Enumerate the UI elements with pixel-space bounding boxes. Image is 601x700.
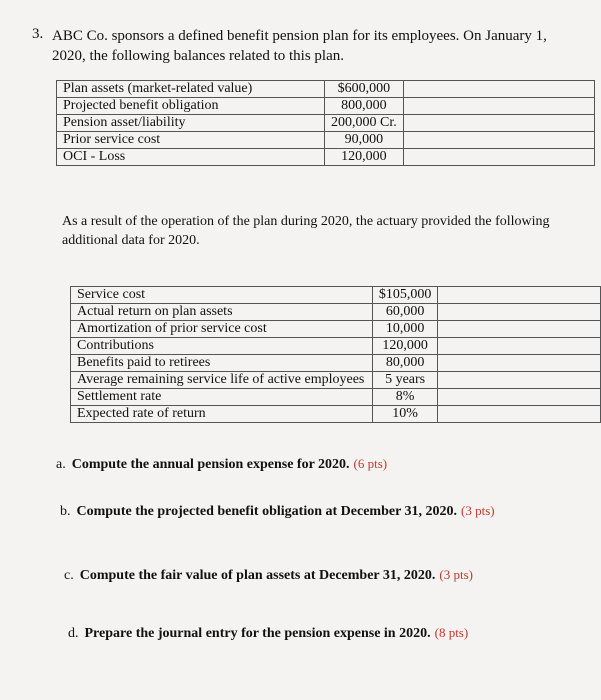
balance-value: $600,000 <box>325 81 404 98</box>
part-letter: a. <box>56 457 66 472</box>
data-value: $105,000 <box>372 287 438 304</box>
blank-cell <box>403 149 594 166</box>
question-intro: ABC Co. sponsors a defined benefit pension plan for its employees. On January 1, 2020, the following balances related to this plan. <box>52 28 547 64</box>
part-points: (6 pts) <box>353 456 388 471</box>
data-label: Average remaining service life of active employees <box>71 372 373 389</box>
data-label: Service cost <box>71 287 373 304</box>
balance-value: 200,000 Cr. <box>325 115 404 132</box>
data-label: Contributions <box>71 338 373 355</box>
balance-value: 800,000 <box>325 98 404 115</box>
balances-table <box>56 80 595 166</box>
part-c <box>64 567 473 584</box>
blank-cell <box>438 287 601 304</box>
table-row <box>71 389 601 406</box>
blank-cell <box>438 338 601 355</box>
blank-cell <box>403 98 594 115</box>
balance-label: OCI - Loss <box>57 149 325 166</box>
table-row <box>57 115 595 132</box>
blank-cell <box>438 355 601 372</box>
blank-cell <box>403 115 594 132</box>
additional-intro: As a result of the operation of the plan during 2020, the actuary provided the following additional data for 2020. <box>62 214 550 248</box>
blank-cell <box>403 132 594 149</box>
data-label: Amortization of prior service cost <box>71 321 373 338</box>
data-label: Actual return on plan assets <box>71 304 373 321</box>
balance-label: Prior service cost <box>57 132 325 149</box>
blank-cell <box>438 372 601 389</box>
part-text: Prepare the journal entry for the pension expense in 2020. <box>84 626 431 641</box>
part-a <box>56 456 387 473</box>
blank-cell <box>438 406 601 423</box>
part-b <box>60 503 495 520</box>
table-row <box>71 355 601 372</box>
part-text: Compute the annual pension expense for 2020. <box>71 457 350 472</box>
blank-cell <box>438 321 601 338</box>
data-value: 10% <box>372 406 438 423</box>
balance-label: Projected benefit obligation <box>57 98 325 115</box>
data-value: 8% <box>372 389 438 406</box>
part-letter: d. <box>68 626 79 641</box>
table-row <box>71 304 601 321</box>
data-label: Benefits paid to retirees <box>71 355 373 372</box>
additional-data-table <box>70 286 601 423</box>
table-row <box>71 372 601 389</box>
blank-cell <box>403 81 594 98</box>
data-label: Expected rate of return <box>71 406 373 423</box>
table-row <box>57 132 595 149</box>
data-value: 10,000 <box>372 321 438 338</box>
data-value: 80,000 <box>372 355 438 372</box>
blank-cell <box>438 304 601 321</box>
balance-value: 120,000 <box>325 149 404 166</box>
part-d <box>68 625 468 642</box>
balance-value: 90,000 <box>325 132 404 149</box>
data-label: Settlement rate <box>71 389 373 406</box>
part-text: Compute the fair value of plan assets at December 31, 2020. <box>79 568 436 583</box>
part-points: (3 pts) <box>439 567 473 582</box>
data-value: 5 years <box>372 372 438 389</box>
data-value: 60,000 <box>372 304 438 321</box>
balance-label: Plan assets (market-related value) <box>57 81 325 98</box>
part-letter: b. <box>60 504 71 519</box>
table-row <box>57 81 595 98</box>
table-row <box>71 321 601 338</box>
table-row <box>57 98 595 115</box>
part-text: Compute the projected benefit obligation at December 31, 2020. <box>76 504 458 519</box>
part-points: (8 pts) <box>434 625 469 640</box>
question-number: 3. <box>32 26 44 42</box>
table-row <box>71 406 601 423</box>
table-row <box>71 287 601 304</box>
part-points: (3 pts) <box>461 503 495 518</box>
part-letter: c. <box>64 568 74 583</box>
data-value: 120,000 <box>372 338 438 355</box>
balance-label: Pension asset/liability <box>57 115 325 132</box>
table-row <box>57 149 595 166</box>
table-row <box>71 338 601 355</box>
blank-cell <box>438 389 601 406</box>
